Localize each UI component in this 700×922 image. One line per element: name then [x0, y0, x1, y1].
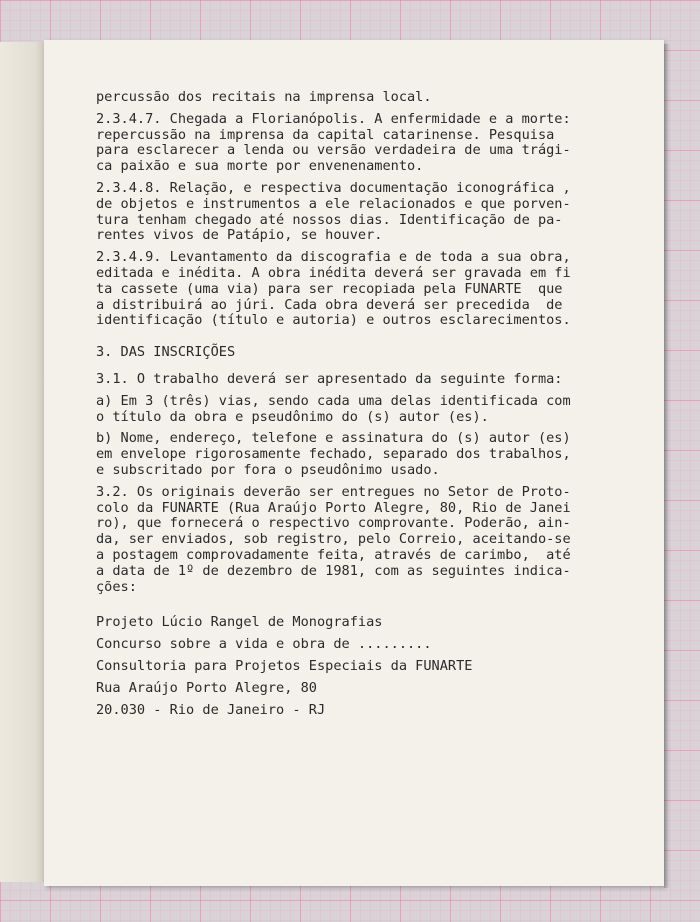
- text-line: 3.1. O trabalho deverá ser apresentado da seguinte forma:: [96, 370, 563, 387]
- text-line: a) Em 3 (três) vias, sendo cada uma delas identificada com: [96, 392, 571, 409]
- text-line: 3.2. Os originais deverão ser entregues no Setor de Proto-: [96, 483, 571, 500]
- paragraph-3-1-a: [96, 394, 608, 426]
- text-line: em envelope rigorosamente fechado, separado dos trabalhos,: [96, 446, 571, 463]
- address-block: [96, 611, 608, 721]
- text-line: ca paixão e sua morte por envenenamento.: [96, 158, 424, 175]
- document-text: [96, 90, 608, 721]
- text-line: a data de 1º de dezembro de 1981, com as seguintes indica-: [96, 562, 571, 579]
- text-line: tura tenham chegado até nossos dias. Identificação de pa-: [96, 211, 563, 228]
- page-shadow: [664, 44, 670, 888]
- paragraph-3-1-b: [96, 431, 608, 478]
- text-line: da, ser enviados, sob registro, pelo Correio, aceitando-se: [96, 531, 571, 548]
- text-line: ções:: [96, 578, 137, 595]
- heading-text: 3. DAS INSCRIÇÕES: [96, 344, 236, 361]
- text-line: para esclarecer a lenda ou versão verdadeira de uma trági-: [96, 142, 571, 159]
- text-line: o título da obra e pseudônimo do (s) autor (es).: [96, 408, 489, 425]
- text-line: 2.3.4.7. Chegada a Florianópolis. A enfermidade e a morte:: [96, 110, 571, 127]
- text-line: repercussão na imprensa da capital catarinense. Pesquisa: [96, 126, 555, 143]
- text-line: b) Nome, endereço, telefone e assinatura do (s) autor (es): [96, 430, 571, 447]
- text-line: rentes vivos de Patápio, se houver.: [96, 227, 383, 244]
- text-line: a postagem comprovadamente feita, através de carimbo, até: [96, 546, 571, 563]
- address-line: Rua Araújo Porto Alegre, 80: [96, 680, 317, 697]
- text-line: e subscritado por fora o pseudônimo usado.: [96, 461, 440, 478]
- address-line: Projeto Lúcio Rangel de Monografias: [96, 614, 383, 631]
- paragraph-2-3-4-9: [96, 250, 608, 329]
- text-line: percussão dos recitais na imprensa local.: [96, 89, 432, 105]
- text-line: de objetos e instrumentos a ele relacionados e que porven-: [96, 195, 571, 212]
- text-line: editada e inédita. A obra inédita deverá ser gravada em fi: [96, 264, 571, 281]
- section-heading: [96, 345, 608, 361]
- paragraph-2-3-4-7: [96, 112, 608, 175]
- paragraph-2-3-4-8: [96, 181, 608, 244]
- text-line: 2.3.4.9. Levantamento da discografia e de toda a sua obra,: [96, 249, 571, 266]
- address-line: 20.030 - Rio de Janeiro - RJ: [96, 702, 326, 719]
- address-line: Concurso sobre a vida e obra de .........: [96, 636, 432, 653]
- paragraph-intro: [96, 90, 608, 106]
- paragraph-3-2: [96, 485, 608, 596]
- text-line: ro), que fornecerá o respectivo comprovante. Poderão, ain-: [96, 515, 571, 532]
- paragraph-3-1: [96, 372, 608, 388]
- text-line: 2.3.4.8. Relação, e respectiva documentação iconográfica ,: [96, 179, 571, 196]
- text-line: a distribuirá ao júri. Cada obra deverá ser precedida de: [96, 296, 563, 313]
- address-line: Consultoria para Projetos Especiais da FUNARTE: [96, 658, 473, 675]
- text-line: ta cassete (uma via) para ser recopiada pela FUNARTE que: [96, 280, 563, 297]
- text-line: identificação (título e autoria) e outros esclarecimentos.: [96, 312, 571, 329]
- previous-page-edge: [0, 42, 45, 882]
- text-line: colo da FUNARTE (Rua Araújo Porto Alegre, 80, Rio de Janei: [96, 499, 571, 516]
